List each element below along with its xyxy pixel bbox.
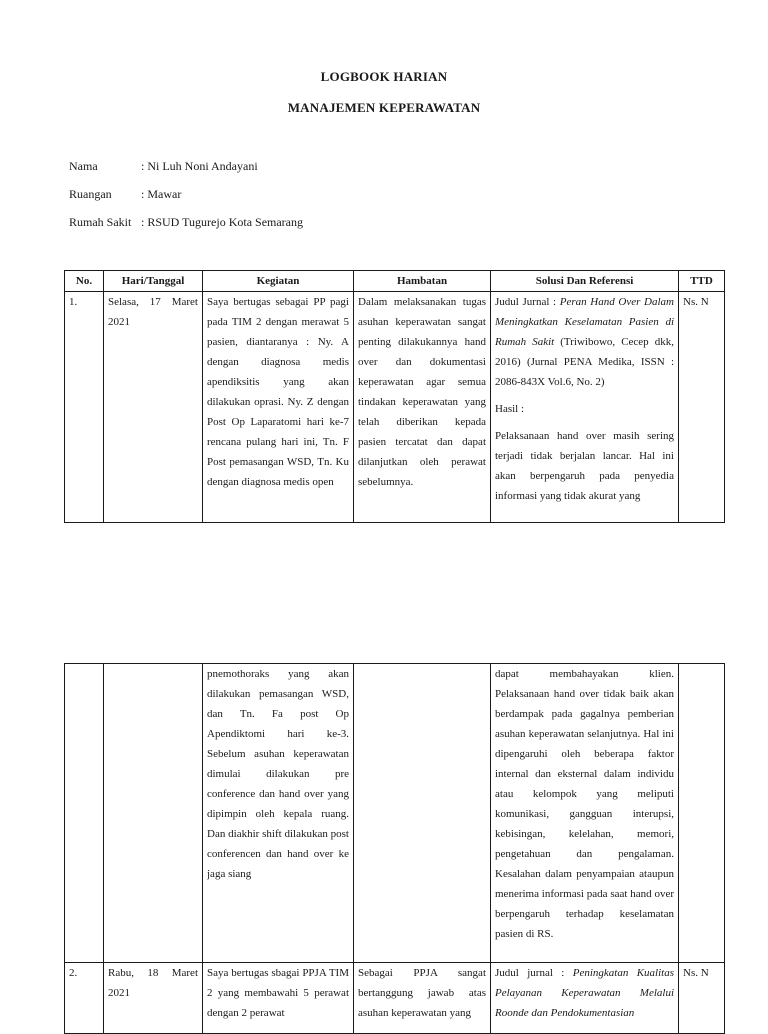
cell-kegiatan [203, 292, 354, 523]
info-rumah-sakit [69, 215, 303, 230]
cell-solusi-cont [491, 664, 679, 963]
cell-solusi [491, 963, 679, 1034]
header-date: Hari/Tanggal [104, 271, 203, 292]
cell-no [65, 963, 104, 1034]
cell-ttd [679, 963, 725, 1034]
row2-hambatan: Sebagai PPJA sangat bertanggung jawab atas asuhan keperawatan yang [358, 967, 486, 1019]
cell-ttd-cont [679, 664, 725, 963]
cell-date [104, 963, 203, 1034]
table-header-row [65, 271, 725, 292]
logbook-table-page-1 [64, 270, 725, 523]
info-ruangan [69, 187, 181, 202]
cell-no-cont [65, 664, 104, 963]
cell-kegiatan-cont [203, 664, 354, 963]
header-hambatan: Hambatan [354, 271, 491, 292]
hasil-label: Hasil : [495, 403, 525, 415]
info-nama [69, 159, 258, 174]
row1-date: Selasa, 17 Maret 2021 [108, 296, 198, 328]
row1-hambatan: Dalam melaksanakan tugas asuhan keperawatan sangat penting dilakukannya hand over dan dokumentasi keperawatan agar semua tindakan keperawatan yang telah diberikan kepada pasien tercatat dan dapat dilanjutkan oleh perawat sebelumnya. [358, 296, 486, 488]
cell-hambatan [354, 292, 491, 523]
row1-solusi [495, 292, 674, 522]
row1-kegiatan-cont: pnemothoraks yang akan dilakukan pemasangan WSD, dan Tn. Fa post Op Apendiktomi hari ke-3. Sebelum asuhan keperawatan dimulai dilakukan pre conference dan hand over yang dipimpin oleh kepala ruang. Dan diakhir shift dilakukan post conferencen dan hand over ke jaga siang [207, 668, 349, 880]
header-kegiatan: Kegiatan [203, 271, 354, 292]
header-ttd: TTD [679, 271, 725, 292]
solusi-lead: Judul Jurnal : [495, 296, 560, 308]
cell-no [65, 292, 104, 523]
table-row [65, 292, 725, 523]
row2-solusi [495, 963, 674, 1033]
info-rs-label: Rumah Sakit [69, 215, 132, 229]
table-row [65, 664, 725, 963]
row2-ttd: Ns. N [683, 967, 709, 979]
journal-title: Peningkatan Kualitas Pelayanan Keperawatan Melalui Roonde dan Pendokumentasian [495, 967, 674, 1019]
journal-ref: (Triwibowo, Cecep dkk, 2016) (Jurnal PENA Medika, ISSN : 2086-843X Vol.6, No. 2) [495, 336, 674, 388]
cell-date [104, 292, 203, 523]
cell-kegiatan [203, 963, 354, 1034]
page-title: LOGBOOK HARIAN [320, 69, 448, 84]
cell-hambatan [354, 963, 491, 1034]
cell-date-cont [104, 664, 203, 963]
info-nama-value: : Ni Luh Noni Andayani [141, 159, 258, 173]
hasil-text-part-1: Pelaksanaan hand over masih sering terjadi tidak berjalan lancar. Hal ini akan berpengaruh pada penyedia informasi yang tidak akurat yang [495, 430, 674, 502]
header-no: No. [65, 271, 104, 292]
header-solusi: Solusi Dan Referensi [491, 271, 679, 292]
info-nama-label: Nama [69, 159, 98, 173]
info-ruangan-label: Ruangan [69, 187, 112, 201]
cell-solusi [491, 292, 679, 523]
row2-date: Rabu, 18 Maret 2021 [108, 967, 198, 999]
row1-kegiatan: Saya bertugas sebagai PP pagi pada TIM 2 dengan merawat 5 pasien, diantaranya : Ny. A dengan diagnosa medis apendiksitis yang akan dilakukan oprasi. Ny. Z dengan Post Op Laparatomi hari ke-7 rencana pulang hari ini, Tn. F Post pemasangan WSD, Tn. Ku dengan diagnosa medis open [207, 296, 349, 488]
row2-no: 2. [69, 967, 78, 979]
info-rs-value: : RSUD Tugurejo Kota Semarang [141, 215, 303, 229]
table-row [65, 963, 725, 1034]
logbook-table-page-2 [64, 663, 725, 1034]
journal-title: Peran Hand Over Dalam Meningkatkan Keselamatan Pasien di Rumah Sakit [495, 296, 674, 348]
row1-ttd: Ns. N [683, 296, 709, 308]
hasil-text-part-2: dapat membahayakan klien. Pelaksanaan hand over tidak baik akan berdampak pada gagalnya pemberian asuhan keperawatan selanjutnya. Hal ini dipengaruhi oleh beberapa faktor internal dan eksternal dalam individu atau kelompok yang meliputi komunikasi, gangguan interupsi, kebisingan, kelelahan, memori, pengetahuan dan pengalaman. Kesalahan dalam penyampaian ataupun menerima informasi pada saat hand over berpengaruh terhadap keselamatan pasien di RS. [495, 668, 674, 940]
solusi-lead: Judul jurnal : [495, 967, 573, 979]
row1-no: 1. [69, 296, 78, 308]
cell-ttd [679, 292, 725, 523]
row2-kegiatan: Saya bertugas sbagai PPJA TIM 2 yang membawahi 5 perawat dengan 2 perawat [207, 967, 349, 1019]
page-subtitle: MANAJEMEN KEPERAWATAN [287, 100, 481, 115]
info-ruangan-value: : Mawar [141, 187, 182, 201]
cell-hambatan-cont [354, 664, 491, 963]
